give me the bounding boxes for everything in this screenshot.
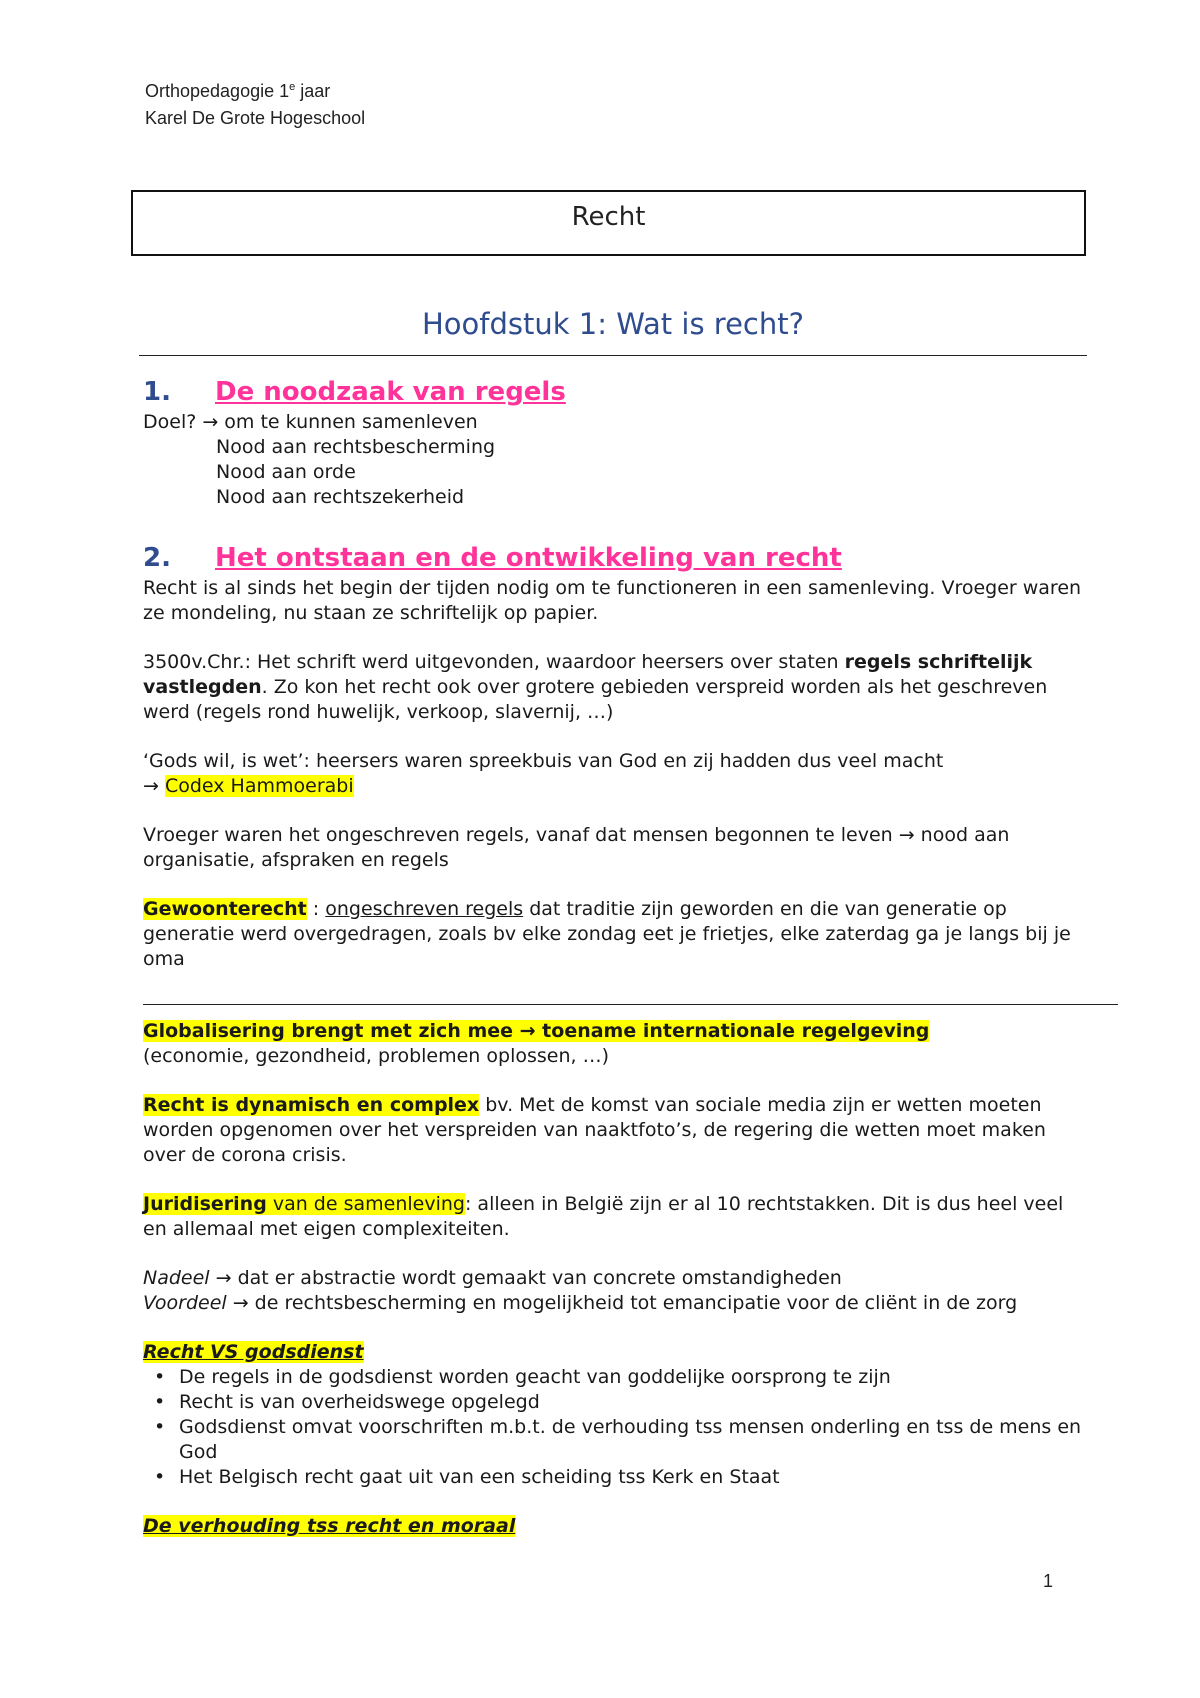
- document-title: Recht: [571, 202, 646, 232]
- chapter-divider: [139, 355, 1087, 356]
- subheading: Recht VS godsdienst: [143, 1341, 364, 1363]
- title-box: [131, 190, 1086, 256]
- paragraph: Globalisering brengt met zich mee → toename internationale regelgeving: [143, 1020, 930, 1042]
- page-number: 1: [1043, 1571, 1054, 1591]
- section-heading-2: 2. Het ontstaan en de ontwikkeling van recht: [143, 543, 842, 573]
- section-divider: [143, 1004, 1118, 1005]
- list-item: Nood aan rechtszekerheid: [216, 486, 465, 508]
- list-item: Nood aan rechtsbescherming: [216, 436, 496, 458]
- header-course: Orthopedagogie 1e jaar: [145, 81, 331, 101]
- chapter-heading: Hoofdstuk 1: Wat is recht?: [422, 307, 804, 341]
- paragraph: (economie, gezondheid, problemen oplossen, …): [143, 1045, 609, 1067]
- list-item: • Godsdienst omvat voorschriften m.b.t. de verhouding tss mensen onderling en tss de mens en God: [143, 1415, 1093, 1465]
- document-body: [143, 374, 1093, 1539]
- paragraph: ‘Gods wil, is wet’: heersers waren spreekbuis van God en zij hadden dus veel macht: [143, 750, 944, 772]
- bullet-list: [143, 1365, 1093, 1490]
- paragraph: Juridisering van de samenleving: alleen in België zijn er al 10 rechtstakken. Dit is dus heel veel en allemaal met eigen complexiteiten.: [143, 1193, 1064, 1240]
- paragraph: Recht is dynamisch en complex bv. Met de komst van sociale media zijn er wetten moeten worden opgenomen over het verspreiden van naaktfoto’s, de regering die wetten moet maken over de corona crisis.: [143, 1094, 1046, 1166]
- section-heading-1: 1. De noodzaak van regels: [143, 377, 566, 407]
- paragraph: Voordeel → de rechtsbescherming en mogelijkheid tot emancipatie voor de cliënt in de zorg: [143, 1292, 1018, 1314]
- paragraph: 3500v.Chr.: Het schrift werd uitgevonden, waardoor heersers over staten regels schriftelijk vastlegden. Zo kon het recht ook over grotere gebieden verspreid worden als het geschreven werd (regels rond huwelijk, verkoop, slavernij, …): [143, 651, 1048, 723]
- paragraph: Recht is al sinds het begin der tijden nodig om te functioneren in een samenleving. Vroeger waren ze mondeling, nu staan ze schriftelijk op papier.: [143, 577, 1082, 624]
- highlight-codex: Codex Hammoerabi: [164, 775, 354, 797]
- doel-line: Doel? → om te kunnen samenleven: [143, 411, 478, 433]
- list-item: Nood aan orde: [216, 461, 356, 483]
- list-item: • Recht is van overheidswege opgelegd: [143, 1390, 1093, 1415]
- paragraph: → Codex Hammoerabi: [143, 775, 354, 797]
- page-header: [145, 74, 365, 132]
- paragraph: Gewoonterecht : ongeschreven regels dat traditie zijn geworden en die van generatie op generatie werd overgedragen, zoals bv elke zondag eet je frietjes, elke zaterdag ga je langs bij je oma: [143, 898, 1071, 970]
- paragraph: Nadeel → dat er abstractie wordt gemaakt van concrete omstandigheden: [143, 1267, 842, 1289]
- list-item: • De regels in de godsdienst worden geacht van goddelijke oorsprong te zijn: [143, 1365, 1093, 1390]
- paragraph: Vroeger waren het ongeschreven regels, vanaf dat mensen begonnen te leven → nood aan organisatie, afspraken en regels: [143, 824, 1010, 871]
- list-item: • Het Belgisch recht gaat uit van een scheiding tss Kerk en Staat: [143, 1465, 1093, 1490]
- subheading: De verhouding tss recht en moraal: [143, 1515, 516, 1537]
- header-school: Karel De Grote Hogeschool: [145, 108, 366, 128]
